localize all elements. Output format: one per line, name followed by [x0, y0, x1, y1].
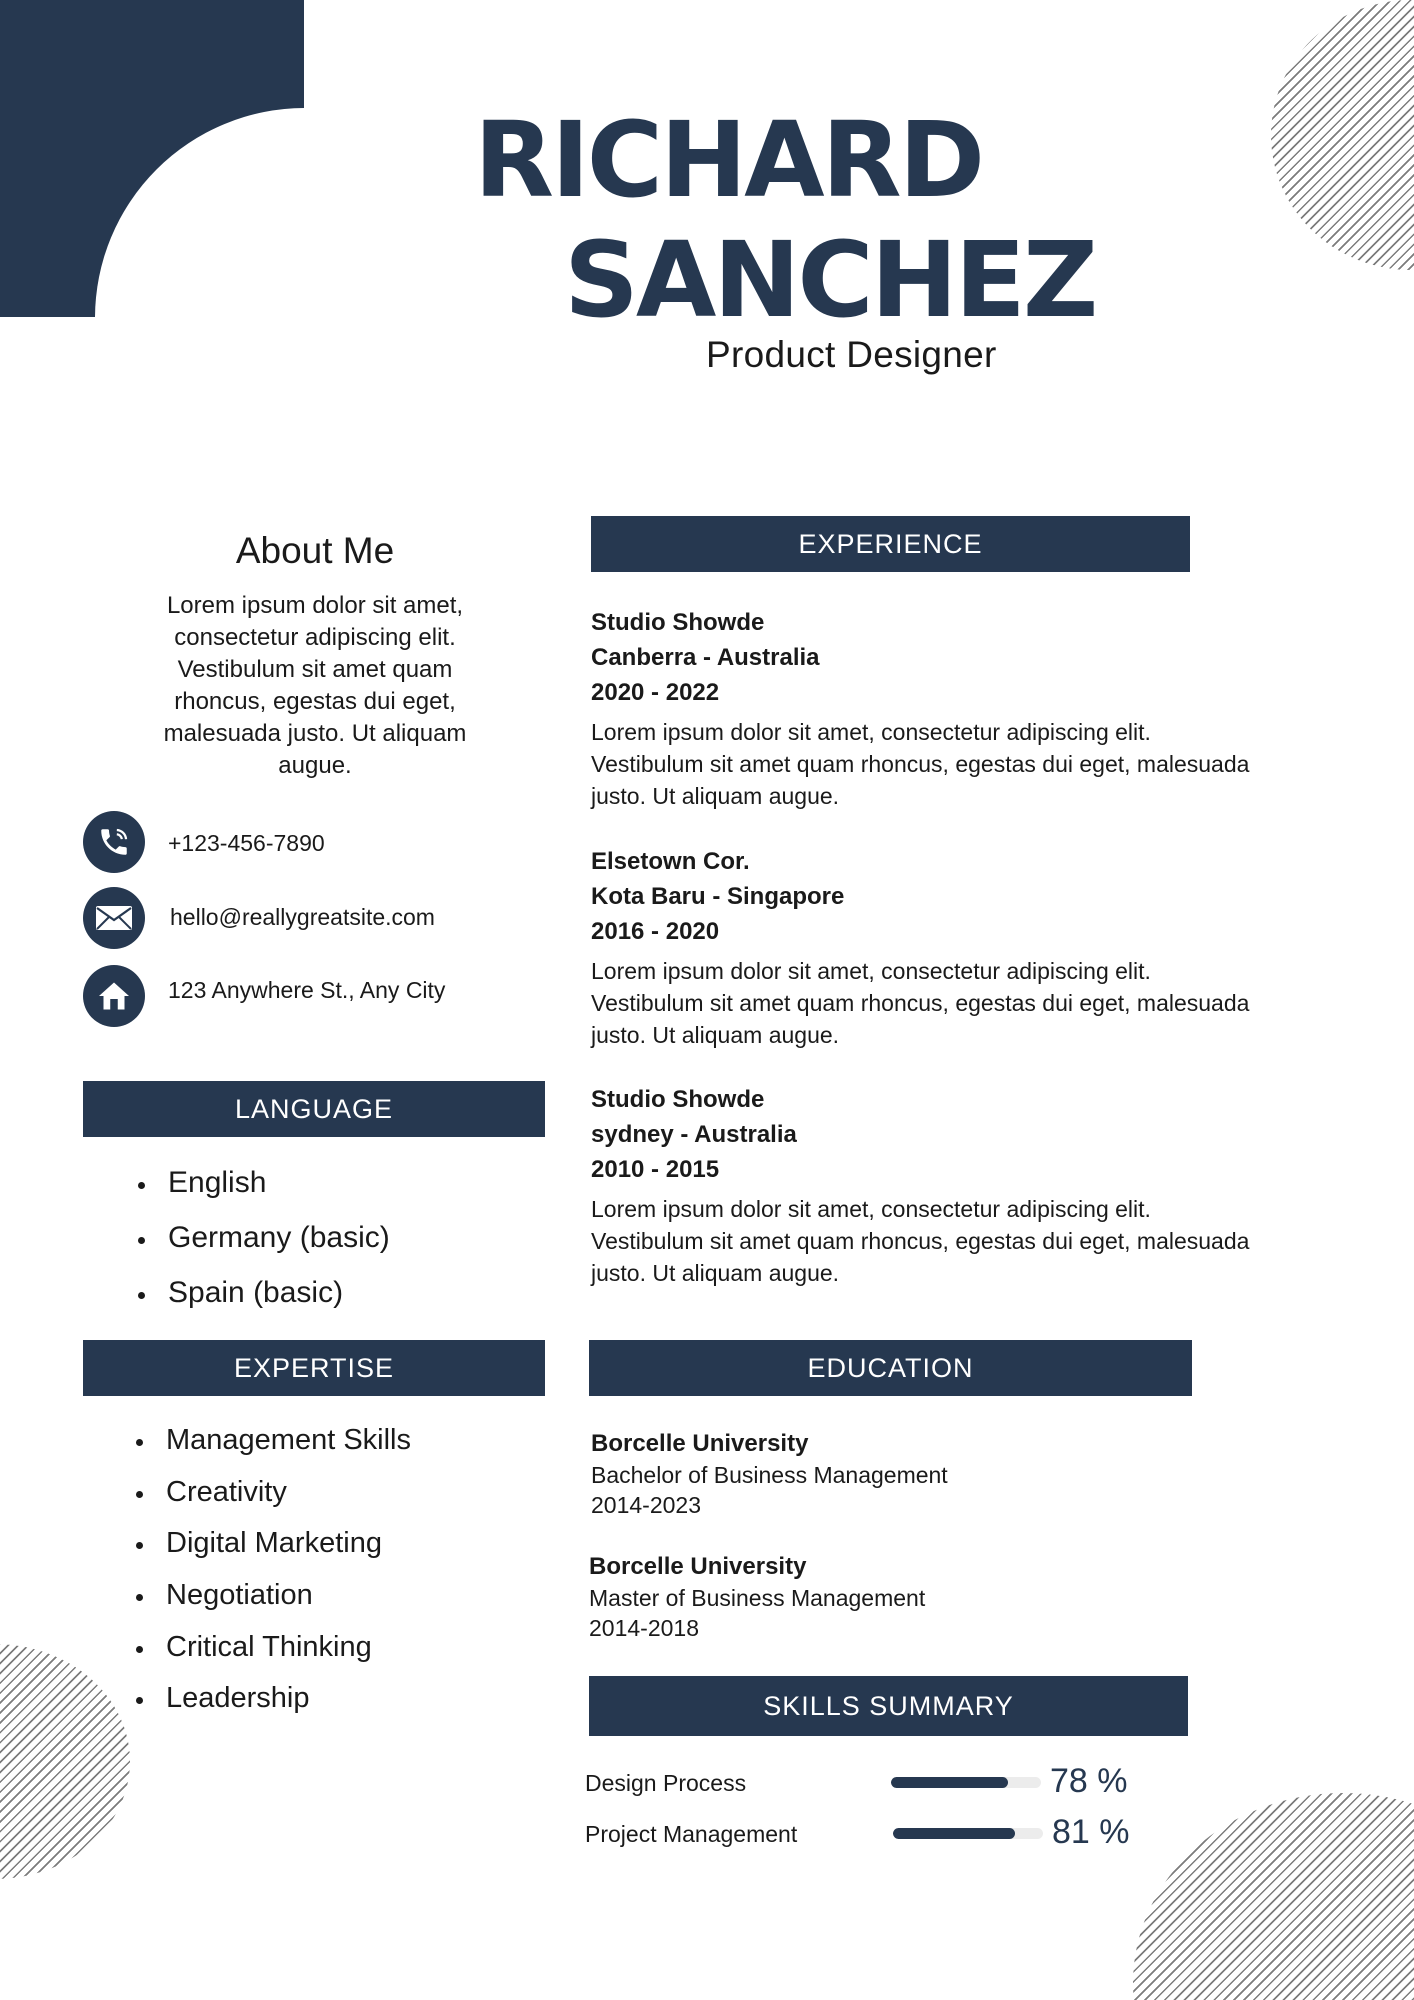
- skill-name: Project Management: [585, 1821, 798, 1847]
- home-icon: [83, 965, 145, 1027]
- list-item: Leadership: [166, 1682, 411, 1734]
- job-location: sydney - Australia: [591, 1121, 797, 1148]
- job-years: 2010 - 2015: [591, 1156, 720, 1183]
- list-item: Critical Thinking: [166, 1631, 411, 1683]
- last-name: SANCHEZ: [564, 219, 1096, 341]
- experience-entry: [591, 605, 1251, 812]
- expertise-heading: EXPERTISE: [83, 1340, 545, 1396]
- hatched-circle-decoration: [0, 1644, 130, 1879]
- mail-icon: [83, 887, 145, 949]
- degree: Bachelor of Business Management: [591, 1462, 948, 1488]
- list-item: Germany (basic): [168, 1221, 390, 1276]
- job-location: Canberra - Australia: [591, 644, 820, 671]
- skill-percent: 78 %: [1050, 1762, 1128, 1800]
- job-title: Product Designer: [706, 334, 997, 375]
- experience-heading: EXPERIENCE: [591, 516, 1190, 572]
- job-years: 2020 - 2022: [591, 679, 720, 706]
- education-entry: [589, 1551, 1189, 1643]
- experience-entry: [591, 844, 1251, 1051]
- education-years: 2014-2023: [591, 1492, 701, 1518]
- list-item: Creativity: [166, 1476, 411, 1528]
- email-address: hello@reallygreatsite.com: [170, 904, 435, 930]
- hatched-circle-decoration: [1271, 0, 1414, 270]
- list-item: English: [168, 1166, 390, 1221]
- experience-entry: [591, 1082, 1251, 1289]
- skill-name: Design Process: [585, 1770, 747, 1796]
- school-name: Borcelle University: [591, 1430, 809, 1457]
- about-heading: About Me: [235, 530, 395, 571]
- list-item: Negotiation: [166, 1579, 411, 1631]
- list-item: Digital Marketing: [166, 1527, 411, 1579]
- company-name: Studio Showde: [591, 609, 765, 636]
- list-item: Management Skills: [166, 1424, 411, 1476]
- company-name: Elsetown Cor.: [591, 848, 750, 875]
- about-text: Lorem ipsum dolor sit amet, consectetur adipiscing elit. Vestibulum sit amet quam rhoncus, egestas dui eget, malesuada justo. Ut aliquam augue.: [163, 592, 467, 779]
- skills-summary-heading: SKILLS SUMMARY: [589, 1676, 1188, 1736]
- phone-number: +123-456-7890: [168, 830, 325, 856]
- skill-percent: 81 %: [1052, 1813, 1130, 1851]
- skill-progress-fill: [893, 1828, 1015, 1839]
- skill-progress-fill: [891, 1777, 1008, 1788]
- degree: Master of Business Management: [589, 1585, 926, 1611]
- list-item: Spain (basic): [168, 1276, 390, 1331]
- first-name: RICHARD: [474, 99, 983, 221]
- skill-progress-bar: [891, 1777, 1041, 1788]
- job-description: Lorem ipsum dolor sit amet, consectetur adipiscing elit. Vestibulum sit amet quam rhoncus, egestas dui eget, malesuada justo. Ut aliquam augue.: [591, 958, 1250, 1048]
- education-heading: EDUCATION: [589, 1340, 1192, 1396]
- expertise-list: [166, 1424, 411, 1734]
- language-heading: LANGUAGE: [83, 1081, 545, 1137]
- school-name: Borcelle University: [589, 1553, 807, 1580]
- phone-icon: [83, 811, 145, 873]
- hatched-circle-decoration: [1133, 1793, 1414, 2000]
- education-entry: [591, 1428, 1191, 1520]
- job-location: Kota Baru - Singapore: [591, 883, 845, 910]
- job-description: Lorem ipsum dolor sit amet, consectetur adipiscing elit. Vestibulum sit amet quam rhoncus, egestas dui eget, malesuada justo. Ut aliquam augue.: [591, 1196, 1250, 1286]
- job-years: 2016 - 2020: [591, 918, 720, 945]
- skill-progress-bar: [893, 1828, 1043, 1839]
- language-list: [168, 1166, 390, 1331]
- home-address: 123 Anywhere St., Any City: [168, 977, 446, 1003]
- education-years: 2014-2018: [589, 1615, 699, 1641]
- company-name: Studio Showde: [591, 1086, 765, 1113]
- corner-decoration: [0, 0, 304, 317]
- job-description: Lorem ipsum dolor sit amet, consectetur adipiscing elit. Vestibulum sit amet quam rhoncus, egestas dui eget, malesuada justo. Ut aliquam augue.: [591, 719, 1250, 809]
